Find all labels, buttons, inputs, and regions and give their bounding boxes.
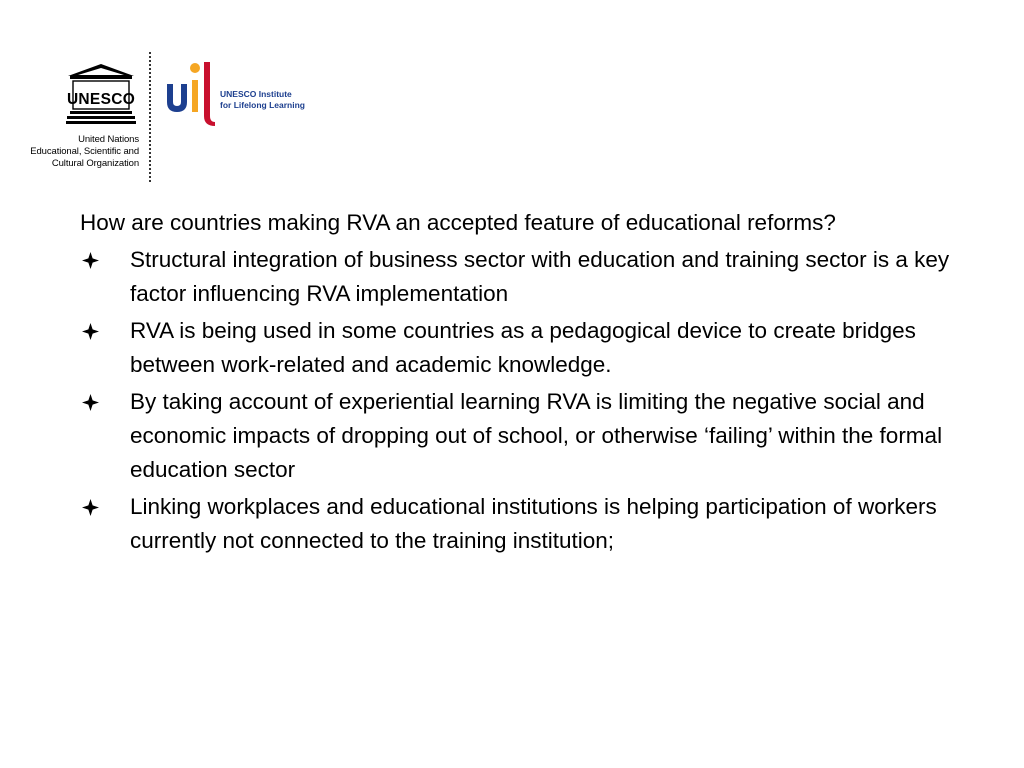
bullet-text: RVA is being used in some countries as a pedagogical device to create bridges between work-related and academic knowledge. — [130, 318, 916, 377]
bullet-text: By taking account of experiential learning RVA is limiting the negative social and economic impacts of dropping out of school, or otherwise ‘failing’ within the formal education sector — [130, 389, 943, 482]
uil-name-line: UNESCO Institute — [220, 89, 292, 99]
diamond-bullet-icon — [82, 499, 99, 516]
uil-mark-icon — [165, 60, 217, 126]
logo-divider — [149, 52, 151, 182]
bullet-item — [80, 314, 985, 382]
unesco-org-line: United Nations — [78, 134, 139, 145]
slide-heading: How are countries making RVA an accepted feature of educational reforms? — [80, 210, 836, 235]
bullet-text: Linking workplaces and educational institutions is helping participation of workers currently not connected to the training institution; — [130, 494, 937, 553]
bullet-item — [80, 243, 985, 311]
unesco-temple-icon — [66, 62, 136, 124]
uil-name — [220, 89, 305, 111]
bullet-text: Structural integration of business sector with education and training sector is a key factor influencing RVA implementation — [130, 247, 950, 306]
unesco-org-line: Educational, Scientific and — [30, 146, 139, 157]
uil-name-line: for Lifelong Learning — [220, 100, 305, 110]
unesco-org-name — [9, 134, 139, 170]
slide-content — [80, 206, 985, 561]
uil-logo — [165, 60, 325, 130]
unesco-logo — [14, 60, 139, 175]
unesco-org-line: Cultural Organization — [51, 158, 139, 169]
bullet-item — [80, 490, 985, 558]
bullet-item — [80, 385, 985, 487]
diamond-bullet-icon — [82, 394, 99, 411]
diamond-bullet-icon — [82, 323, 99, 340]
uil-mark-text: uil — [165, 60, 167, 61]
diamond-bullet-icon — [82, 252, 99, 269]
unesco-wordmark: UNESCO — [66, 91, 136, 108]
